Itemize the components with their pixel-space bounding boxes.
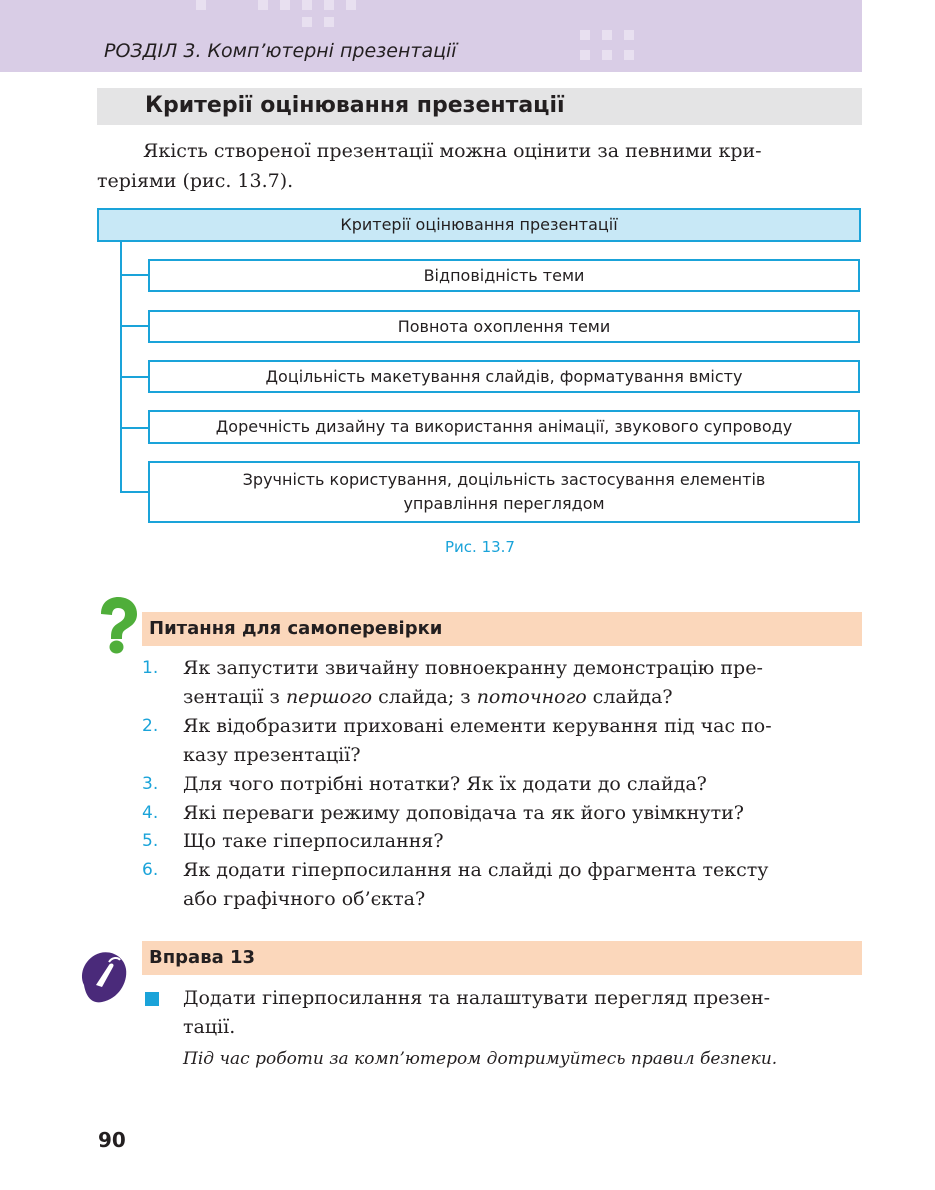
intro-line-1: Якість створеної презентації можна оцінити за певними кри- (143, 140, 762, 162)
diagram-item-label: Зручність користування, доцільність застосування елементів (242, 470, 766, 489)
question-6-line-1: Як додати гіперпосилання на слайді до фрагмента тексту (183, 859, 769, 881)
mouse-hand-icon (76, 947, 130, 1005)
diagram-item-3 (148, 360, 860, 393)
question-mark-icon (96, 597, 140, 655)
diagram-item-5 (148, 461, 860, 523)
exercise-task-line-1: Додати гіперпосилання та налаштувати перегляд презен- (183, 987, 771, 1009)
chapter-title: РОЗДІЛ 3. Комп’ютерні презентації (104, 40, 457, 62)
question-4-line-1: Які переваги режиму доповідача та як його увімкнути? (183, 802, 744, 824)
question-6-line-2: або графічного об’єкта? (183, 888, 426, 910)
question-number: 2. (142, 716, 159, 736)
page-number: 90 (98, 1128, 126, 1152)
diagram-item-2 (148, 310, 860, 343)
diagram-branch-3 (120, 376, 150, 378)
diagram-root-box (97, 208, 861, 242)
diagram-branch-5 (120, 491, 150, 493)
exercise-title: Вправа 13 (149, 947, 256, 968)
diagram-item-label-line2: управління переглядом (403, 494, 605, 513)
question-2-line-2: казу презентації? (183, 744, 361, 766)
diagram-item-label: Доцільність макетування слайдів, форматування вмісту (265, 366, 743, 386)
question-2-line-1: Як відобразити приховані елементи керування під час по- (183, 715, 772, 737)
diagram-item-1 (148, 259, 860, 292)
diagram-item-label: Відповідність теми (423, 265, 585, 285)
safety-note: Під час роботи за комп’ютером дотримуйтесь правил безпеки. (183, 1049, 778, 1069)
diagram-branch-4 (120, 427, 150, 429)
diagram-item-label: Повнота охоплення теми (397, 316, 611, 336)
self-check-title: Питання для самоперевірки (149, 618, 443, 639)
diagram-item-4 (148, 410, 860, 444)
intro-line-2: теріями (рис. 13.7). (97, 170, 294, 192)
question-5-line-1: Що таке гіперпосилання? (183, 830, 444, 852)
diagram-trunk-line (120, 242, 122, 492)
question-3-line-1: Для чого потрібні нотатки? Як їх додати до слайда? (183, 773, 707, 795)
question-number: 5. (142, 831, 159, 851)
question-1-line-1: Як запустити звичайну повноекранну демонстрацію пре- (183, 657, 763, 679)
question-number: 3. (142, 774, 159, 794)
diagram-item-label: Доречність дизайну та використання анімації, звукового супроводу (215, 417, 793, 436)
section-title: Критерії оцінювання презентації (145, 93, 565, 118)
exercise-task-line-2: тації. (183, 1016, 236, 1038)
figure-caption: Рис. 13.7 (445, 538, 515, 556)
question-number: 4. (142, 803, 159, 823)
diagram-branch-2 (120, 325, 150, 327)
diagram-root-label: Критерії оцінювання презентації (340, 215, 618, 234)
question-1-line-2: зентації з першого слайда; з поточного слайда? (183, 686, 673, 708)
diagram-branch-1 (120, 274, 150, 276)
question-number: 1. (142, 658, 159, 678)
question-number: 6. (142, 860, 159, 880)
bullet-square-icon (145, 992, 159, 1006)
